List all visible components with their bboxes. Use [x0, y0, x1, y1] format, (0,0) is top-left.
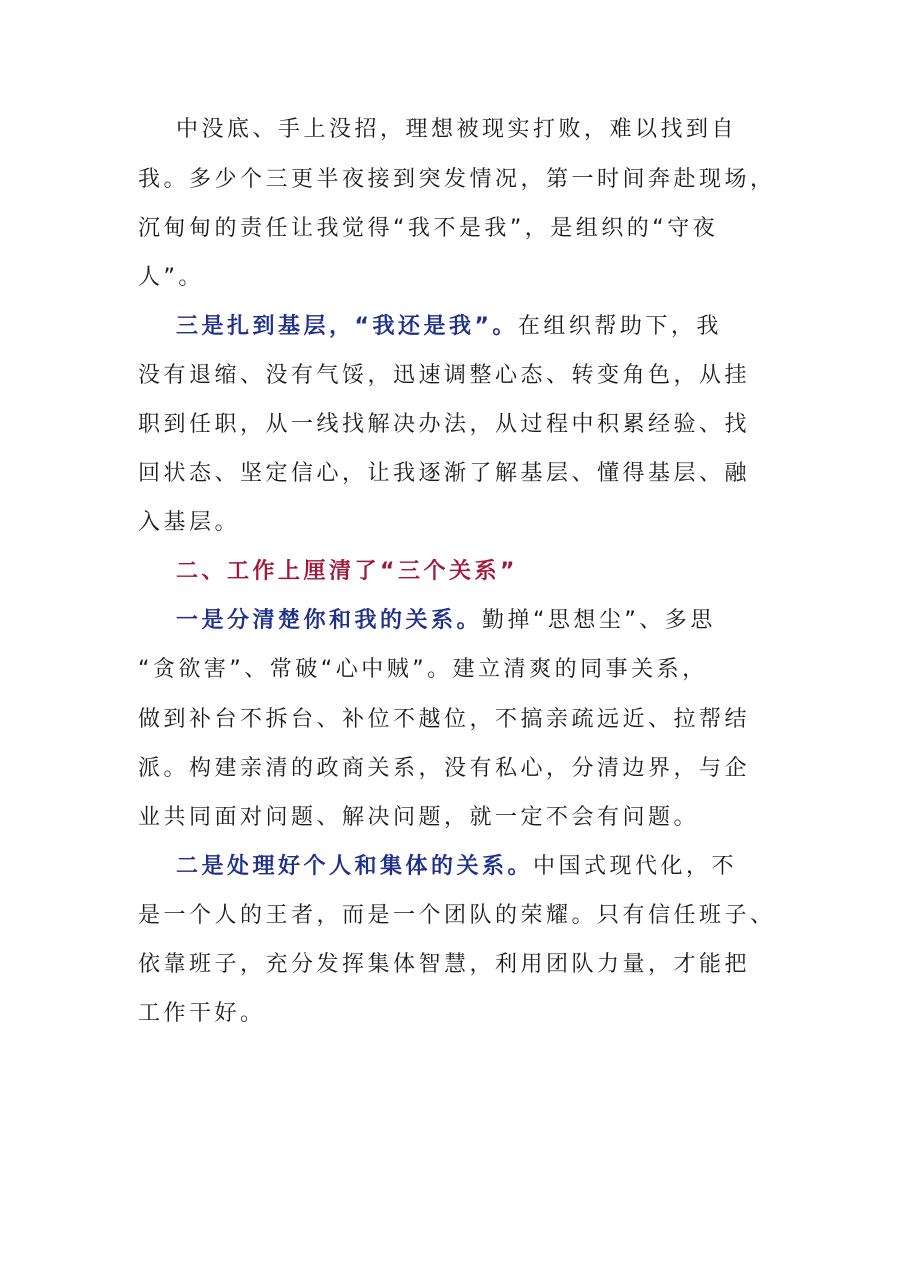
- paragraph-line: 业共同面对问题、解决问题，就一定不会有问题。: [138, 805, 700, 830]
- paragraph-line: 人”。: [138, 265, 204, 290]
- paragraph-line: 工作干好。: [138, 1001, 266, 1026]
- paragraph-line: 回状态、坚定信心，让我逐渐了解基层、懂得基层、融: [138, 461, 751, 486]
- paragraph-line: 做到补台不拆台、补位不越位，不搞亲疏远近、拉帮结: [138, 707, 751, 732]
- paragraph-line: 我。多少个三更半夜接到突发情况，第一时间奔赴现场，: [138, 167, 776, 192]
- subheading-text: 一是分清楚你和我的关系。: [176, 608, 483, 633]
- paragraph-line: 没有退缩、没有气馁，迅速调整心态、转变角色，从挂: [138, 363, 751, 388]
- paragraph-line: 职到任职，从一线找解决办法，从过程中积累经验、找: [138, 412, 751, 437]
- paragraph-line: 派。构建亲清的政商关系，没有私心，分清边界，与企: [138, 756, 751, 781]
- paragraph-line: 三是扎到基层，“我还是我”。在组织帮助下，我: [176, 314, 722, 339]
- paragraph-line: 沉甸甸的责任让我觉得“我不是我”，是组织的“守夜: [138, 216, 719, 241]
- section-heading: 二、工作上厘清了“三个关系”: [176, 559, 518, 584]
- paragraph-line: 依靠班子，充分发挥集体智慧，利用团队力量，才能把: [138, 952, 751, 977]
- subheading-text: 三是扎到基层，“我还是我”。: [176, 314, 518, 339]
- paragraph-line: 是一个人的王者，而是一个团队的荣耀。只有信任班子、: [138, 903, 776, 928]
- paragraph-line: “贪欲害”、常破“心中贼”。建立清爽的同事关系，: [138, 657, 708, 682]
- paragraph-line: 二是处理好个人和集体的关系。中国式现代化，不: [176, 854, 738, 879]
- paragraph-line: 入基层。: [138, 510, 241, 535]
- subheading-text: 二是处理好个人和集体的关系。: [176, 854, 534, 879]
- paragraph-line: 一是分清楚你和我的关系。勤掸“思想尘”、多思: [176, 608, 716, 633]
- paragraph-line: 中没底、手上没招，理想被现实打败，难以找到自: [176, 117, 738, 142]
